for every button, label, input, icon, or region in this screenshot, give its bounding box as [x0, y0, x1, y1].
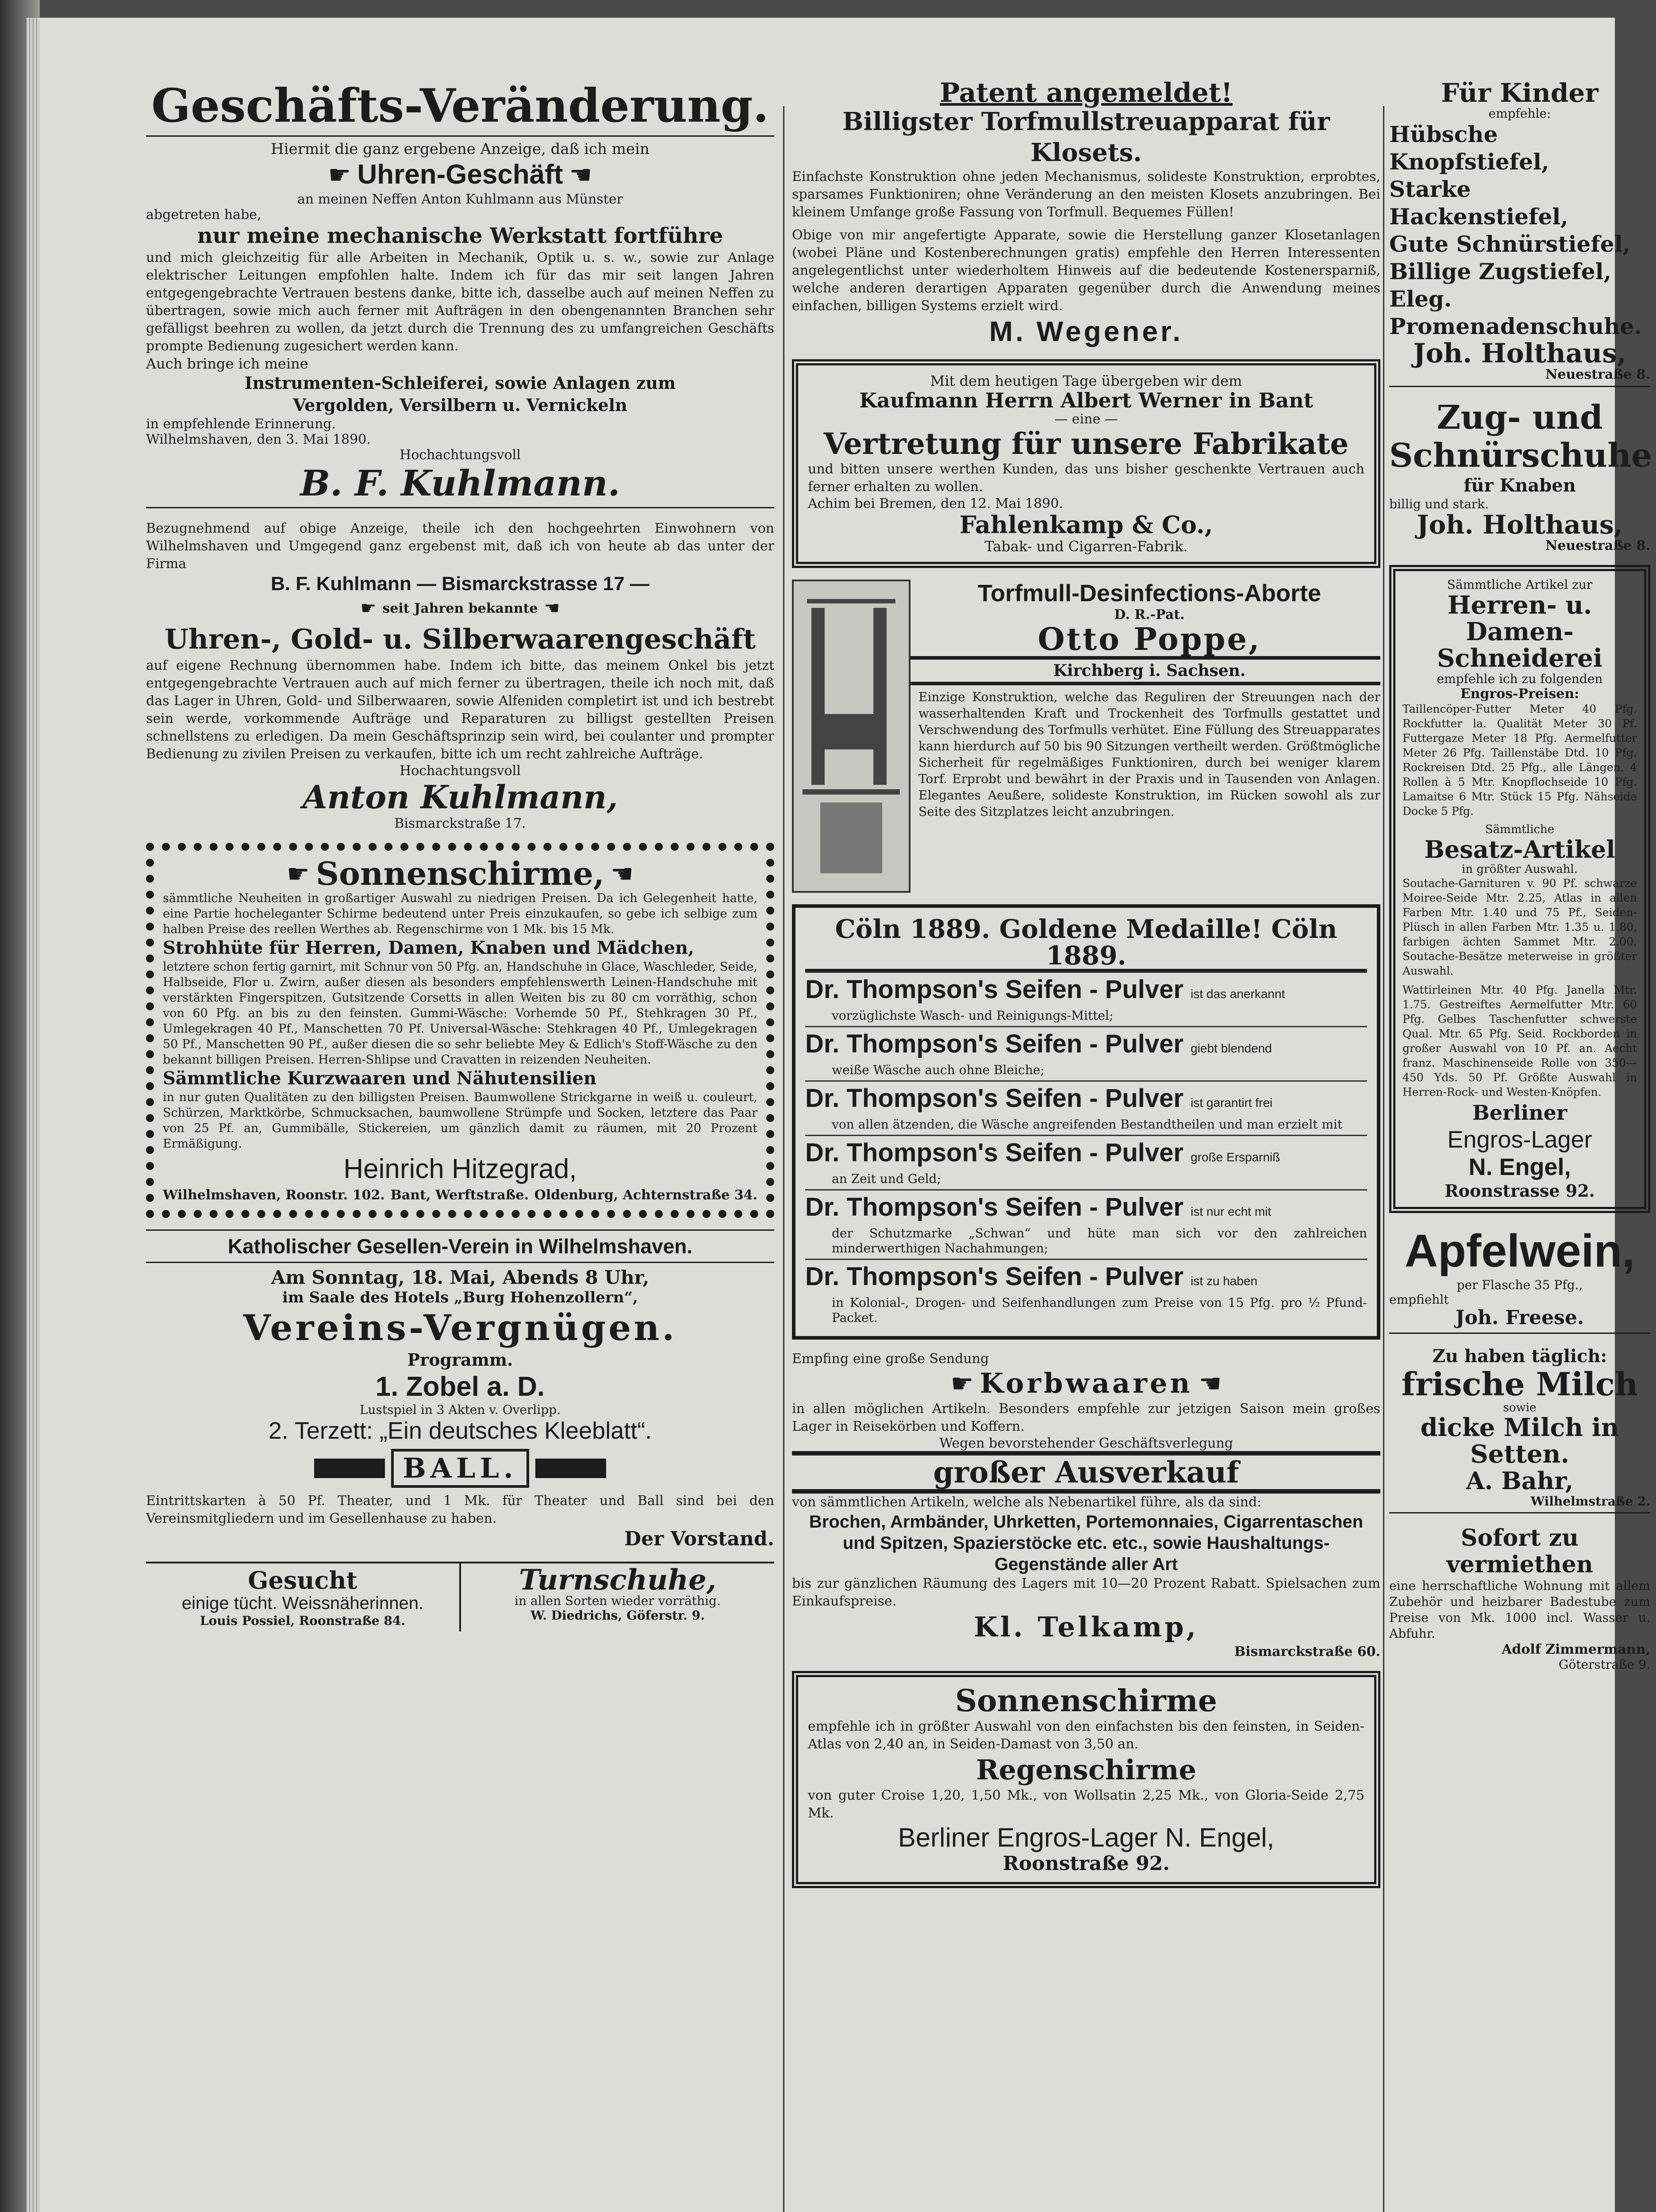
ad-holthaus-kinder: [1389, 80, 1650, 387]
divider: [146, 135, 774, 137]
event-date: Am Sonntag, 18. Mai, Abends 8 Uhr,: [271, 1267, 649, 1288]
product-name: Dr. Thompson's Seifen - Pulver ist nur echt mit: [805, 1193, 1272, 1221]
ad-headline: Vertretung für unsere Fabrikate: [823, 426, 1349, 461]
pointing-hand-left-icon: ☚: [1199, 1368, 1222, 1398]
ad-line: per Flasche 35 Pfg.,: [1456, 1278, 1583, 1292]
ad-address: Bismarckstraße 60.: [1234, 1644, 1380, 1659]
ad-title: Apfelwein,: [1404, 1225, 1635, 1277]
ad-body: Obige von mir angefertigte Apparate, sowie die Herstellung ganzer Klosetanlagen (wobei Pläne und Kostenberechnungen gratis) empfehle den Herren Interessenten angelegentlichst unter wiederholtem Hinweis auf die bedeutende Kostenersparniß, welche anderen derartigen Apparaten gegenüber durch die Anwendung meines einfachen, billigen Systems erzielt wird.: [792, 227, 1380, 314]
ad-signature: B. F. Kuhlmann.: [300, 462, 620, 504]
ad-kuhlmann-uebernahme: [146, 520, 774, 831]
ad-title: Patent angemeldet!: [940, 77, 1233, 108]
ad-kuhlmann-veraenderung: [146, 80, 774, 508]
ad-gesellen-verein: [146, 1229, 774, 1550]
claim-tag: ist zu haben: [1191, 1274, 1258, 1288]
toilet-apparatus-illustration: [792, 580, 911, 893]
ad-line: — eine —: [1054, 411, 1118, 427]
ad-intro: Bezugnehmend auf obige Anzeige, theile ich den hochgeehrten Einwohnern von Wilhelmshaven und Umgegend ganz ergebenst mit, daß ich von heute ab das unter der Firma: [146, 521, 774, 572]
ad-freese: [1389, 1225, 1650, 1334]
ad-signature: A. Bahr,: [1466, 1467, 1574, 1495]
ad-signature: Adolf Zimmermann,: [1502, 1642, 1650, 1657]
soap-claim-row: [805, 1080, 1367, 1135]
goods-list: Brochen, Armbänder, Uhrketten, Portemonnaies, Cigarrentaschen und Spitzen, Spazierstöcke etc. etc., sowie Haushaltungs-Gegenstände aller Art: [809, 1512, 1364, 1574]
ad-title: Torfmull-Desinfections-Aborte: [977, 580, 1321, 607]
newspaper-page: [40, 18, 1652, 2212]
ad-body: und mich gleichzeitig für alle Arbeiten in Mechanik, Optik u. s. w., sowie zur Anlage elektrischer Leitungen empfohlen halte. Indem ich für das mir seit langen Jahren entgegengebrachte Vertrauen bestens danke, bitte ich, dasselbe auch auf meinen Neffen zu übertragen, sowie mich auch ferner mit Aufträgen in den obengenannten Branchen sehr gefälligst beehren zu wollen, da jetzt durch die Trennung des zu umfangreichen Geschäfts prompte Bedienung zugesichert werden kann.: [146, 250, 774, 354]
ad-line: empfehle ich zu folgenden: [1437, 672, 1603, 686]
ad-body: Einfachste Konstruktion ohne jeden Mechanismus, solideste Konstruktion, erprobtes, sparsames Funktioniren; ohne Veränderung an den meisten Klosets anzubringen. Bei kleinem Umfange große Fassung von Torfmull. Bequemes Füllen!: [792, 169, 1380, 220]
soap-claim-row: [805, 1135, 1367, 1189]
pointing-hand-right-icon: ☛: [360, 598, 377, 618]
ad-title: Turnschuhe,: [519, 1563, 717, 1597]
divider: [1389, 1512, 1650, 1513]
ad-title: Gesucht: [248, 1566, 357, 1594]
ad-headline: Herren- u. Damen-: [1447, 591, 1592, 646]
ball-label: BALL.: [391, 1449, 529, 1488]
ad-line: Wegen bevorstehender Geschäftsverlegung: [939, 1436, 1233, 1451]
ad-date: Wilhelmshaven, den 3. Mai 1890.: [146, 432, 371, 447]
soap-claim-row: [805, 1259, 1367, 1328]
ad-engel-schneiderei: [1389, 565, 1650, 1213]
ad-body: letztere schon fertig garnirt, mit Schnur von 50 Pfg. an, Handschuhe in Glace, Waschleder, Seide, Halbseide, Flor u. Zwirn, außer diesen als besonders empfehlenswerth Leinen-Handschuhe mit verstärkten Fingerspitzen, Gutsitzende Corsetts in allen Weiten bis zu 80 cm vorräthig, schon von 60 Pfg. an bis zu den feinsten. Gummi-Wäsche: Vorhemde 50 Pf., Stehkragen 30 Pf., Umlegekragen 40 Pf., Manschetten 70 Pf. Universal-Wäsche: Stehkragen 40 Pf., Umlegekragen 50 Pf., Manschetten 90 Pf., außer diesen die so sehr beliebte Mey & Edlich's Stoff-Wäsche zu den bekannt billigen Preisen. Herren-Shlipse und Cravatten in reizenden Neuheiten.: [163, 960, 757, 1067]
pointing-hand-right-icon: ☛: [287, 859, 310, 889]
ad-line: für Knaben: [1464, 475, 1576, 496]
ad-subheadline: Strohhüte für Herren, Damen, Knaben und Mädchen,: [163, 937, 694, 958]
ad-address: Neuestraße 8.: [1545, 367, 1650, 382]
ad-engel-schirme: [792, 1671, 1380, 1888]
divider: [146, 507, 774, 508]
divider: [1389, 1333, 1650, 1334]
ad-bahr: [1389, 1345, 1650, 1513]
list-item: Billige Zugstiefel,: [1389, 258, 1612, 284]
ad-signature: Joh. Freese.: [1455, 1306, 1584, 1329]
ad-body: bis zur gänzlichen Räumung des Lagers mit 10—20 Prozent Rabatt. Spielsachen zum Einkaufspreise.: [792, 1576, 1380, 1609]
ad-title: Cöln 1889. Goldene Medaille! Cöln 1889.: [805, 916, 1367, 972]
ad-turnschuhe: [461, 1563, 774, 1632]
ad-date: Achim bei Bremen, den 12. Mai 1890.: [808, 496, 1063, 511]
program-item: 1. Zobel a. D.: [375, 1371, 545, 1402]
product-name: Dr. Thompson's Seifen - Pulver ist zu haben: [805, 1262, 1258, 1291]
branch-address: Oldenburg, Achternstraße 34.: [534, 1187, 757, 1203]
ad-line: Engros-Preisen:: [1460, 686, 1579, 702]
pointing-hand-left-icon: ☚: [610, 859, 634, 889]
ad-headline: Uhren-, Gold- u. Silberwaarengeschäft: [164, 623, 756, 655]
claim-tag: große Ersparniß: [1191, 1150, 1280, 1164]
program-item-note: Lustspiel in 3 Akten v. Overlipp.: [359, 1402, 561, 1417]
price-list: Wattirleinen Mtr. 40 Pfg. Janella Mtr. 1.75. Gestreiftes Aermelfutter Mtr. 60 Pfg. Gelbes Taschenfutter schwerste Qual. Mtr. 65 Pfg. Seid. Rockborden in großer Auswahl von 10 Pf. an. Aecht franz. Maschinenseide Rolle von 350—450 Yds. 50 Pf. Größte Auswahl in Herren-Rock- und Westen-Knöpfen.: [1402, 983, 1637, 1098]
firm-name: Fahlenkamp & Co.,: [959, 511, 1213, 539]
claim-text: vorzüglichste Wasch- und Reinigungs-Mittel;: [832, 1008, 1114, 1023]
list-item: Starke Hackenstiefel,: [1389, 176, 1568, 230]
ad-address: Wilhelmstraße 2.: [1530, 1494, 1650, 1509]
program-item: 2. Terzett: „Ein deutsches Kleeblatt“.: [268, 1417, 652, 1444]
claim-tag: giebt blendend: [1191, 1041, 1272, 1055]
ad-line: an meinen Neffen Anton Kuhlmann aus Münster: [297, 192, 623, 207]
ad-headline: nur meine mechanische Werkstatt fortführe: [197, 223, 723, 248]
ad-title: frische Milch: [1401, 1365, 1638, 1403]
ad-line: empfiehlt: [1389, 1292, 1449, 1307]
ad-title: Für Kinder: [1441, 78, 1598, 108]
claim-tag: ist das anerkannt: [1191, 987, 1285, 1001]
ad-intro: Mit dem heutigen Tage übergeben wir dem: [930, 373, 1242, 389]
ad-line: in empfehlende Erinnerung.: [146, 416, 336, 432]
claim-tag: ist garantirt frei: [1191, 1096, 1273, 1110]
claim-text: der Schutzmarke „Schwan“ und hüte man sich vor den zahlreichen minderwerthigen Nachahmungen;: [832, 1226, 1367, 1256]
ad-line: empfehle:: [1488, 106, 1551, 121]
ad-line: sowie: [1503, 1401, 1537, 1414]
ad-address: Roonstrasse 92.: [1445, 1181, 1595, 1201]
ad-telkamp: [792, 1351, 1380, 1659]
product-name: Dr. Thompson's Seifen - Pulver ist garantirt frei: [805, 1084, 1273, 1113]
merchant-name: Berliner Engros-Lager N. Engel,: [898, 1823, 1275, 1852]
ad-headline: großer Ausverkauf: [792, 1451, 1380, 1494]
ad-body: von sämmtlichen Artikeln, welche als Nebenartikel führe, als da sind:: [792, 1494, 1262, 1510]
claim-text: von allen ätzenden, die Wäsche angreifenden Bestandtheilen und man erzielt mit: [832, 1117, 1343, 1132]
column-left: [146, 80, 774, 2212]
ad-intro: Empfing eine große Sendung: [792, 1351, 989, 1367]
ad-intro: Hiermit die ganz ergebene Anzeige, daß ich mein: [271, 140, 649, 158]
ad-headline: Besatz-Artikel: [1424, 835, 1615, 864]
ad-gesucht: [146, 1563, 461, 1632]
ad-line: billig und stark.: [1389, 497, 1489, 511]
ad-signature: M. Wegener.: [989, 315, 1183, 347]
merchant-name: Engros-Lager: [1447, 1126, 1592, 1153]
pointing-hand-right-icon: ☛: [950, 1368, 974, 1398]
firm-name: B. F. Kuhlmann — Bismarckstrasse 17 —: [271, 573, 649, 595]
agent-name: Kaufmann Herrn Albert Werner in Bant: [859, 388, 1313, 412]
merchant-name: N. Engel,: [1468, 1154, 1571, 1180]
ad-title: Regenschirme: [976, 1754, 1196, 1786]
product-claims: [805, 972, 1367, 1328]
ad-address: Roonstraße 92.: [1003, 1852, 1170, 1875]
ad-title: dicke Milch in Setten.: [1420, 1413, 1619, 1469]
ad-hitzegrad: [146, 843, 774, 1218]
soap-claim-row: [805, 972, 1367, 1026]
ad-headline: Schneiderei: [1437, 644, 1603, 673]
ad-intro: Zu haben täglich:: [1432, 1346, 1607, 1367]
list-item: Gute Schnürstiefel,: [1389, 231, 1631, 257]
divider: [146, 1229, 774, 1231]
soap-claim-row: [805, 1189, 1367, 1259]
price-list: Taillencöper-Futter Meter 40 Pfg. Rockfutter la. Qualität Meter 30 Pf. Futtergaze Meter 18 Pfg. Aermelfutter Meter 26 Pfg. Taillenstäbe Dtd. 10 Pfg. Rockreisen Dtd. 25 Pfg., alle Längen. 4 Rollen à 5 Mtr. Knopflochseide 10 Pfg. Lamaitse 6 Mtr. Stück 15 Pfg. Nähseide Docke 5 Pfg.: [1402, 703, 1637, 818]
maker-name: Otto Poppe,: [1037, 621, 1261, 657]
ad-signature: Kl. Telkamp,: [973, 1611, 1199, 1643]
ad-headline: Vereins-Vergnügen.: [243, 1307, 677, 1348]
claim-text: in Kolonial-, Drogen- und Seifenhandlungen zum Preise von 15 Pfg. pro ½ Pfund-Packet.: [832, 1295, 1367, 1325]
ad-body: einige tücht. Weissnäherinnen.: [181, 1594, 424, 1613]
ad-title: Katholischer Gesellen-Verein in Wilhelmshaven.: [227, 1235, 693, 1258]
shoe-list: [1389, 121, 1650, 340]
ad-body: eine herrschaftliche Wohnung mit allem Zubehör und heizbarer Badestube zum Preise von Mk. 1000 incl. Wasser u. Abfuhr.: [1389, 1578, 1650, 1641]
ad-subheadline: Vergolden, Versilbern u. Vernickeln: [293, 395, 627, 415]
ad-body: Eintrittskarten à 50 Pf. Theater, und 1 Mk. für Theater und Ball sind bei den Vereinsmitgliedern und im Gesellenhause zu haben.: [146, 1493, 774, 1526]
ad-title: Sonnenschirme: [955, 1683, 1218, 1719]
maker-place: Kirchberg i. Sachsen.: [792, 656, 1380, 685]
ad-poppe: [792, 580, 1380, 893]
shop-name: Uhren-Geschäft: [357, 159, 563, 190]
black-bar-icon: [314, 1459, 385, 1478]
column-rule: [1383, 106, 1384, 2212]
ad-signature: Der Vorstand.: [624, 1528, 774, 1550]
ad-address: W. Diedrichs, Göferstr. 9.: [530, 1608, 705, 1623]
price-list: Soutache-Garnituren v. 90 Pf. schwarze Moiree-Seide Mtr. 2.25, Atlas in allen Farben Mtr. 1.40 und 75 Pf., Seiden-Plüsch in allen Farben Mtr. 1.35 u. 1.80, farbigen ächten Sammet Mtr. 2.00, Soutache-Besätze meterweise in größter Auswahl.: [1402, 877, 1637, 977]
ad-headline: Billigster Torfmullstreuapparat für Klosets.: [842, 107, 1330, 167]
merchant-name: Berliner: [1472, 1101, 1568, 1125]
ad-address: Göterstraße 9.: [1558, 1657, 1650, 1672]
firm-subtitle: Tabak- und Cigarren-Fabrik.: [984, 538, 1188, 555]
ad-line: Sämmtliche: [1485, 823, 1555, 836]
branch-address: Bant, Werftstraße.: [390, 1187, 529, 1203]
merchant-name: Heinrich Hitzegrad,: [343, 1154, 577, 1184]
ad-body: empfehle ich in größter Auswahl von den einfachsten bis den feinsten, in Seiden-Atlas von 2,40 an, in Seiden-Damast von 3,50 an.: [808, 1719, 1364, 1752]
ad-holthaus-knaben: [1389, 399, 1650, 553]
ad-title: Geschäfts-Veränderung.: [151, 78, 769, 133]
product-name: Dr. Thompson's Seifen - Pulver giebt blendend: [805, 1029, 1272, 1058]
ad-signature: Joh. Holthaus,: [1413, 338, 1626, 369]
ad-line: in größter Auswahl.: [1462, 863, 1578, 876]
branch-addresses: [163, 1187, 757, 1204]
column-middle: [792, 77, 1380, 2212]
ad-body: Einzige Konstruktion, welche das Reguliren der Streuungen nach der wasserhaltenden Kraft und Trockenheit des Torfmulls gestattet und Verschwendung des Torfmulls verhütet. Eine Füllung des Streuapparates kann hierdurch auf 50 bis 90 Sitzungen vertheilt werden. Größtmögliche Sicherheit für regelmäßiges Funktioniren, durch bei weniger klarem Torf. Erprobt und bewährt in der Praxis und in Tausenden von Anlagen. Elegantes Aeußere, solideste Konstruktion, im Rücken sowohl als zur Seite des Sitzplatzes leicht anzubringen.: [918, 690, 1380, 819]
ad-line: Auch bringe ich meine: [146, 355, 308, 372]
ad-line: seit Jahren bekannte: [382, 600, 538, 616]
ad-address: Louis Possiel, Roonstraße 84.: [200, 1613, 406, 1628]
ad-subheadline: Sämmtliche Kurzwaaren und Nähutensilien: [163, 1068, 597, 1089]
pointing-hand-right-icon: ☛: [328, 160, 351, 190]
pointing-hand-left-icon: ☚: [544, 598, 560, 618]
product-name: Dr. Thompson's Seifen - Pulver große Ersparniß: [805, 1138, 1280, 1167]
ad-regards: Hochachtungsvoll: [400, 447, 521, 463]
divider: [1389, 386, 1650, 387]
small-ads-row: [146, 1562, 774, 1632]
ad-signature: Joh. Holthaus,: [1417, 510, 1623, 540]
ad-wegener: [792, 77, 1380, 348]
ad-zimmermann: [1389, 1525, 1650, 1672]
ad-thompson: [792, 904, 1380, 1340]
claim-text: weiße Wäsche auch ohne Bleiche;: [832, 1063, 1045, 1077]
ad-body: in nur guten Qualitäten zu den billigsten Preisen. Baumwollene Strickgarne in weiß u. couleurt, Schürzen, Marktkörbe, Schmucksachen, baumwollene Strümpfe und Socken, letztere das Paar von 25 Pf. an, Gummibälle, Stickereien, um gänzlich damit zu räumen, mit 20 Prozent Ermäßigung.: [163, 1091, 757, 1151]
column-rule: [783, 106, 784, 2212]
ad-headline: Korbwaaren: [980, 1367, 1193, 1399]
ad-address: Neuestraße 8.: [1545, 538, 1650, 553]
pointing-hand-left-icon: ☚: [569, 160, 592, 190]
ad-title: Sonnenschirme,: [316, 855, 604, 892]
soap-claim-row: [805, 1026, 1367, 1080]
divider: [146, 1262, 774, 1263]
claim-text: an Zeit und Geld;: [832, 1171, 941, 1186]
claim-tag: ist nur echt mit: [1191, 1205, 1272, 1218]
patent-label: D. R.-Pat.: [1114, 607, 1185, 622]
list-item: Hübsche Knopfstiefel,: [1389, 121, 1549, 175]
ad-body: in allen Sorten wieder vorräthig.: [515, 1594, 721, 1608]
ad-body: in allen möglichen Artikeln. Besonders empfehle zur jetzigen Saison mein großes Lager in Reisekörben und Koffern.: [792, 1401, 1380, 1434]
ad-body: und bitten unsere werthen Kunden, das uns bisher geschenkte Vertrauen auch ferner erhalten zu wollen.: [808, 461, 1364, 495]
ad-line: abgetreten habe,: [146, 207, 261, 223]
ad-intro: Sämmtliche Artikel zur: [1447, 577, 1593, 592]
ad-title: Zug- und Schnürschuhe: [1389, 399, 1652, 475]
list-item: Eleg. Promenadenschuhe.: [1389, 286, 1642, 339]
event-venue: im Saale des Hotels „Burg Hohenzollern“,: [282, 1289, 638, 1306]
ad-signature: Anton Kuhlmann,: [302, 778, 618, 816]
black-bar-icon: [535, 1459, 606, 1478]
column-right: [1389, 80, 1650, 2212]
branch-address: Wilhelmshaven, Roonstr. 102.: [163, 1187, 385, 1203]
ad-title: Sofort zu vermiethen: [1446, 1525, 1593, 1578]
program-heading: Programm.: [407, 1350, 513, 1370]
ad-fahlenkamp: [792, 359, 1380, 568]
ad-regards: Hochachtungsvoll: [400, 763, 521, 779]
ad-body: sämmtliche Neuheiten in großartiger Auswahl zu niedrigen Preisen. Da ich Gelegenheit hatte, eine Partie hocheleganter Schirme bedeutend unter Preis einzukaufen, so gebe ich selbige zum halben Preise des reellen Werthes ab. Regenschirme von 1 Mk. bis 15 Mk.: [163, 891, 757, 936]
ad-subheadline: Instrumenten-Schleiferei, sowie Anlagen zum: [244, 373, 676, 393]
ad-body: von guter Croise 1,20, 1,50 Mk., von Wollsatin 2,25 Mk., von Gloria-Seide 2,75 Mk.: [808, 1788, 1364, 1821]
ad-address: Bismarckstraße 17.: [394, 816, 526, 831]
ad-body: auf eigene Rechnung übernommen habe. Indem ich bitte, das meinem Onkel bis jetzt entgegengebrachte Vertrauen auch auf mich ferner zu übertragen, theile ich noch mit, daß das Lager in Uhren, Gold- und Silberwaaren, sowie Alfeniden completirt ist und ich bestrebt sein werde, vorkommende Aufträge und Reparaturen zu billigst gestellten Preisen schnellstens zu erledigen. Da mein Geschäftsprinzip sein wird, bei coulanter und prompter Bedienung zu zivilen Preisen zu verkaufen, bitte ich um recht zahlreiche Aufträge.: [146, 658, 774, 762]
product-name: Dr. Thompson's Seifen - Pulver ist das anerkannt: [805, 975, 1285, 1004]
